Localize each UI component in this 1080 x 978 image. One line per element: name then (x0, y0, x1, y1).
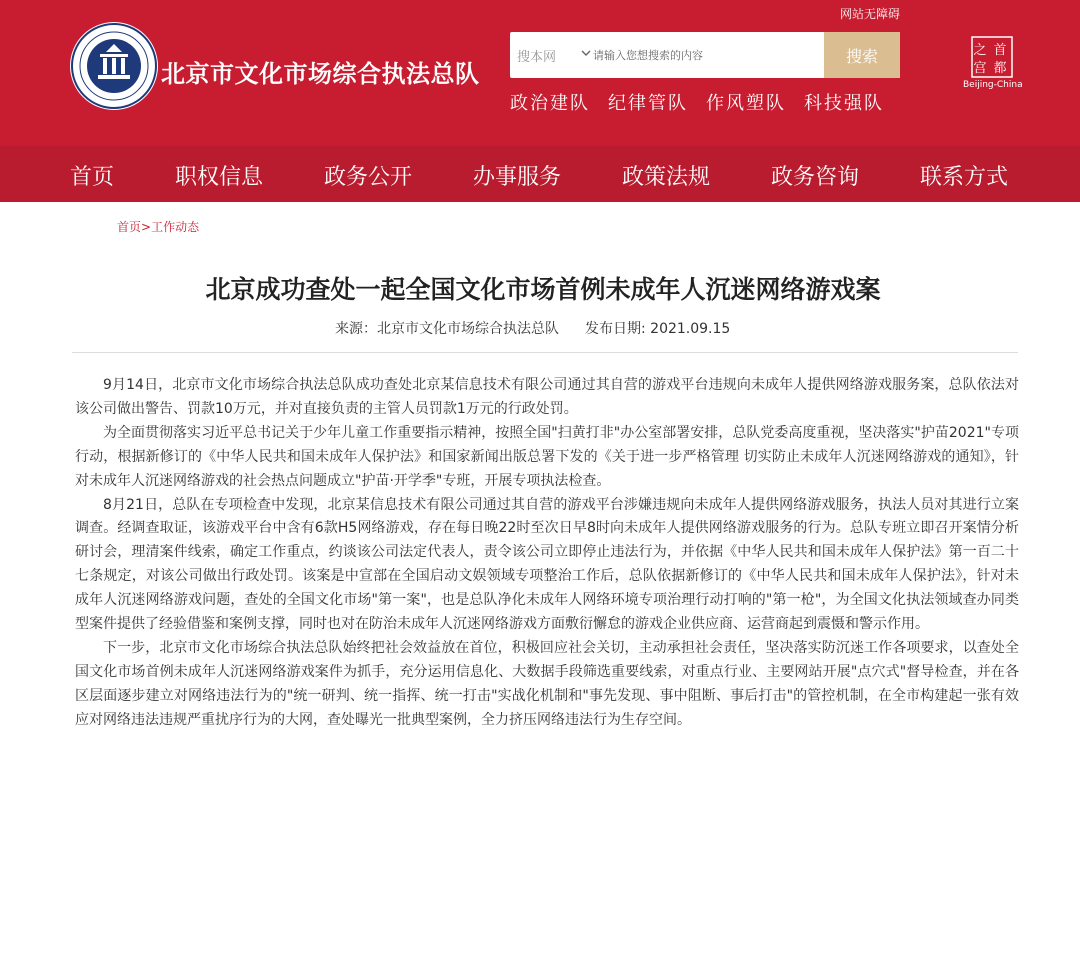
slogan-item[interactable]: 作风塑队 (706, 93, 786, 114)
search-scope-select[interactable]: 搜本网 (517, 50, 557, 65)
emblem-icon (70, 22, 158, 110)
article-source: 来源：北京市文化市场综合执法总队 (335, 321, 559, 337)
search-box (510, 32, 900, 78)
article-paragraph: 下一步，北京市文化市场综合执法总队始终把社会效益放在首位，积极回应社会关切，主动承担社会责任，坚决落实防沉迷工作各项要求，以查处全国文化市场首例未成年人沉迷网络游戏案件为抓手，充分运用信息化、大数据手段筛选重要线索，对重点行业、主要网站开展"点穴式"督导检查，并在各区层面逐步建立对网络违法行为的"统一研判、统一指挥、统一打击"实战化机制和"事先发现、事中阻断、事后打击"的管控机制，在全市构建起一张有效应对网络违法违规严重扰序行为的大网，查处曝光一批典型案例，全力挤压网络违法行为生存空间。 (75, 639, 1019, 728)
main-nav (0, 146, 1080, 202)
article-date: 发布日期: 2021.09.15 (585, 321, 731, 337)
breadcrumb-home[interactable]: 首页 (117, 220, 142, 234)
chevron-down-icon[interactable] (580, 46, 592, 60)
nav-item-home[interactable]: 首页 (70, 165, 115, 190)
capital-char: 都 (993, 61, 1007, 76)
breadcrumb (117, 218, 199, 235)
capital-char: 宫 (973, 61, 987, 76)
slogan-item[interactable]: 政治建队 (510, 93, 590, 114)
capital-char: 之 (973, 43, 987, 58)
article-title: 北京成功查处一起全国文化市场首例未成年人沉迷网络游戏案 (205, 275, 881, 304)
slogan-item[interactable]: 纪律管队 (608, 93, 688, 114)
capital-caption: Beijing-China (963, 80, 1023, 90)
article-body (75, 374, 1019, 733)
breadcrumb-current[interactable]: 工作动态 (151, 220, 200, 234)
breadcrumb-separator: > (141, 220, 152, 234)
slogan-item[interactable]: 科技强队 (804, 93, 884, 114)
search-button[interactable]: 搜索 (824, 32, 900, 78)
site-name[interactable]: 北京市文化市场综合执法总队 (161, 60, 480, 88)
capital-char: 首 (993, 43, 1007, 58)
accessibility-link[interactable]: 网站无障碍 (839, 7, 900, 21)
nav-item-authority-info[interactable]: 职权信息 (175, 165, 264, 190)
article-meta (335, 318, 730, 338)
emblem-logo[interactable] (70, 22, 158, 110)
search-input[interactable] (593, 46, 818, 64)
nav-item-consultation[interactable]: 政务咨询 (771, 165, 860, 190)
slogan-list (510, 89, 884, 115)
nav-item-policy[interactable]: 政策法规 (622, 165, 711, 190)
title-divider (72, 352, 1018, 353)
nav-item-services[interactable]: 办事服务 (473, 165, 562, 190)
article-paragraph: 9月14日，北京市文化市场综合执法总队成功查处北京某信息技术有限公司通过其自营的游戏平台违规向未成年人提供网络游戏服务案，总队依法对该公司做出警告、罚款10万元，并对直接负责的主管人员罚款1万元的行政处罚。 (75, 377, 1019, 417)
article-paragraph: 为全面贯彻落实习近平总书记关于少年儿童工作重要指示精神，按照全国"扫黄打非"办公室部署安排，总队党委高度重视，坚决落实"护苗2021"专项行动，根据新修订的《中华人民共和国未成年人保护法》和国家新闻出版总署下发的《关于进一步严格管理 切实防止未成年人沉迷网络游戏的通知》，针对未成年人沉迷网络游戏的社会热点问题成立"护苗·开学季"专班，开展专项执法检查。 (75, 424, 1019, 489)
article-paragraph: 8月21日，总队在专项检查中发现，北京某信息技术有限公司通过其自营的游戏平台涉嫌违规向未成年人提供网络游戏服务，执法人员对其进行立案调查。经调查取证，该游戏平台中含有6款H5网络游戏，存在每日晚22时至次日早8时向未成年人提供网络游戏服务的行为。总队专班立即召开案情分析研讨会，理清案件线索，确定工作重点，约谈该公司法定代表人，责令该公司立即停止违法行为，并依据《中华人民共和国未成年人保护法》第一百二十七条规定，对该公司做出行政处罚。该案是中宣部在全国启动文娱领域专项整治工作后，总队依据新修订的《中华人民共和国未成年人保护法》，针对未成年人沉迷网络游戏问题，查处的全国文化市场"第一案"，也是总队净化未成年人网络环境专项治理行动打响的"第一枪"，为全国文化执法领域查办同类型案件提供了经验借鉴和案例支撑，同时也对在防治未成年人沉迷网络游戏方面敷衍懈怠的游戏企业供应商、运营商起到震慑和警示作用。 (75, 496, 1019, 633)
site-header (0, 0, 1080, 146)
nav-item-government-affairs[interactable]: 政务公开 (324, 165, 413, 190)
nav-item-contact[interactable]: 联系方式 (920, 165, 1009, 190)
